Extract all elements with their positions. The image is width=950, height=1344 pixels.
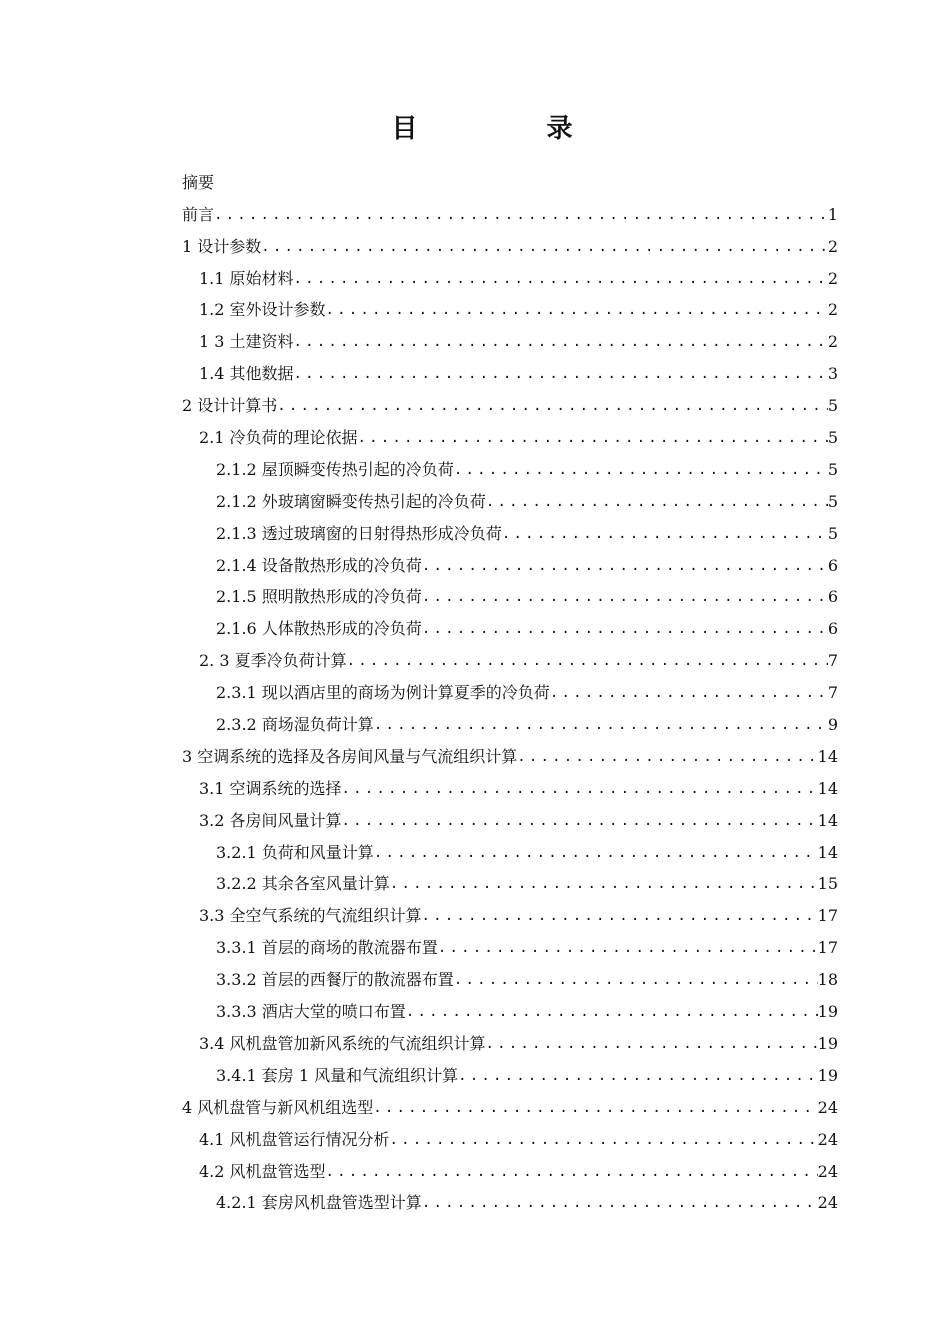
toc-page-number: 6 <box>827 555 838 575</box>
toc-page-number: 6 <box>827 587 838 607</box>
toc-entry-text: 3 空调系统的选择及各房间风量与气流组织计算 <box>182 746 518 766</box>
toc-leader-dots <box>358 428 828 450</box>
toc-page-number: 24 <box>817 1161 838 1181</box>
toc-leader-dots <box>502 524 828 546</box>
toc-leader-dots <box>422 587 828 609</box>
toc-page-number: 7 <box>827 683 838 703</box>
toc-page-number: 24 <box>817 1193 838 1213</box>
toc-entry-text: 3.3.3 酒店大堂的喷口布置 <box>216 1002 406 1022</box>
toc-entry[interactable] <box>182 195 838 227</box>
toc-entry-text: 3.1 空调系统的选择 <box>199 778 342 798</box>
toc-entry[interactable] <box>182 1152 838 1184</box>
toc-entry[interactable] <box>182 1184 838 1216</box>
toc-leader-dots <box>347 651 828 673</box>
toc-leader-dots <box>326 1162 818 1184</box>
toc-page-number: 14 <box>817 842 838 862</box>
toc-entry[interactable] <box>182 609 838 641</box>
toc-leader-dots <box>550 683 828 705</box>
toc-page-number: 6 <box>827 619 838 639</box>
toc-entry-text: 2. 3 夏季冷负荷计算 <box>199 651 347 671</box>
toc-entry[interactable] <box>182 322 838 354</box>
toc-entry-text: 2.1 冷负荷的理论依据 <box>199 428 358 448</box>
toc-entry[interactable] <box>182 386 838 418</box>
toc-entry[interactable] <box>182 291 838 323</box>
toc-leader-dots <box>294 332 828 354</box>
toc-entry[interactable] <box>182 1120 838 1152</box>
toc-page-number: 18 <box>817 970 838 990</box>
toc-entry[interactable] <box>182 514 838 546</box>
toc-page-number: 14 <box>817 746 838 766</box>
toc-page-number: 5 <box>827 459 838 479</box>
toc-entry[interactable] <box>182 865 838 897</box>
toc-entry-text: 2.1.3 透过玻璃窗的日射得热形成冷负荷 <box>216 523 502 543</box>
toc-page-number: 19 <box>817 1065 838 1085</box>
toc-page-number: 2 <box>827 332 838 352</box>
toc-entry-text: 1.1 原始材料 <box>199 268 294 288</box>
toc-leader-dots <box>454 970 818 992</box>
toc-leader-dots <box>390 874 818 896</box>
toc-page-number: 5 <box>827 396 838 416</box>
toc-leader-dots <box>326 300 828 322</box>
toc-entry[interactable] <box>182 1088 838 1120</box>
toc-entry-text: 1 3 土建资料 <box>199 332 294 352</box>
toc-entry-text: 3.2 各房间风量计算 <box>199 810 342 830</box>
toc-page-number: 17 <box>817 938 838 958</box>
toc-entry[interactable] <box>182 578 838 610</box>
toc-page-number: 5 <box>827 523 838 543</box>
toc-leader-dots <box>294 364 828 386</box>
toc-entry-text: 2.1.4 设备散热形成的冷负荷 <box>216 555 422 575</box>
toc-leader-dots <box>294 269 828 291</box>
toc-leader-dots <box>390 1130 818 1152</box>
toc-entry[interactable] <box>182 705 838 737</box>
toc-leader-dots <box>406 1002 818 1024</box>
toc-entry[interactable] <box>182 673 838 705</box>
toc-leader-dots <box>214 205 828 227</box>
toc-entry-text: 3.3 全空气系统的气流组织计算 <box>199 906 422 926</box>
toc-entry[interactable] <box>182 418 838 450</box>
toc-entry-text: 摘要 <box>182 172 215 192</box>
toc-page-number: 3 <box>827 364 838 384</box>
toc-leader-dots <box>517 747 817 769</box>
toc-page-number: 14 <box>817 778 838 798</box>
toc-leader-dots <box>438 938 818 960</box>
toc-entry[interactable] <box>182 896 838 928</box>
toc-leader-dots <box>422 1193 818 1215</box>
toc-leader-dots <box>374 843 818 865</box>
toc-entry-text: 2.1.2 屋顶瞬变传热引起的冷负荷 <box>216 459 454 479</box>
toc-entry-text: 2.1.5 照明散热形成的冷负荷 <box>216 587 422 607</box>
toc-entry[interactable] <box>182 833 838 865</box>
toc-entry-text: 4.1 风机盘管运行情况分析 <box>199 1129 390 1149</box>
toc-entry-text: 3.4 风机盘管加新风系统的气流组织计算 <box>199 1033 486 1053</box>
toc-entry[interactable] <box>182 227 838 259</box>
toc-leader-dots <box>277 396 828 418</box>
toc-entry-text: 1 设计参数 <box>182 236 262 256</box>
toc-entry-text: 3.3.2 首层的西餐厅的散流器布置 <box>216 970 454 990</box>
toc-page-number: 17 <box>817 906 838 926</box>
toc-entry[interactable] <box>182 641 838 673</box>
toc-page-number: 1 <box>827 204 838 224</box>
toc-entry-text: 3.4.1 套房 1 风量和气流组织计算 <box>216 1065 459 1085</box>
toc-entry-text: 3.2.1 负荷和风量计算 <box>216 842 374 862</box>
toc-leader-dots <box>422 619 828 641</box>
toc-entry-text: 1.4 其他数据 <box>199 364 294 384</box>
toc-entry-text: 前言 <box>182 204 215 224</box>
toc-page-number: 2 <box>827 236 838 256</box>
toc-entry[interactable] <box>182 737 838 769</box>
toc-leader-dots <box>342 779 818 801</box>
toc-entry[interactable] <box>182 992 838 1024</box>
toc-entry[interactable] <box>182 1024 838 1056</box>
toc-page-number: 19 <box>817 1002 838 1022</box>
toc-leader-dots <box>374 715 828 737</box>
toc-leader-dots <box>422 906 818 928</box>
toc-leader-dots <box>373 1098 817 1120</box>
toc-entry[interactable] <box>182 482 838 514</box>
toc-entry[interactable] <box>182 450 838 482</box>
toc-entry[interactable] <box>182 354 838 386</box>
toc-entry-text: 2.3.2 商场湿负荷计算 <box>216 715 374 735</box>
toc-entry-text: 2.1.2 外玻璃窗瞬变传热引起的冷负荷 <box>216 491 486 511</box>
toc-entry[interactable] <box>182 801 838 833</box>
toc-page-number: 7 <box>827 651 838 671</box>
toc-page-number: 5 <box>827 428 838 448</box>
toc-entry[interactable] <box>182 259 838 291</box>
toc-entry[interactable] <box>182 928 838 960</box>
toc-page-number: 24 <box>817 1097 838 1117</box>
toc-page-number: 9 <box>827 715 838 735</box>
toc-entry-text: 4.2 风机盘管选型 <box>199 1161 326 1181</box>
toc-entry[interactable] <box>182 163 838 195</box>
toc-entry[interactable] <box>182 960 838 992</box>
toc-entry-text: 4.2.1 套房风机盘管选型计算 <box>216 1193 422 1213</box>
table-of-contents <box>182 163 838 1215</box>
toc-leader-dots <box>261 237 828 259</box>
toc-entry-text: 4 风机盘管与新风机组选型 <box>182 1097 374 1117</box>
toc-entry-text: 2 设计计算书 <box>182 396 278 416</box>
toc-leader-dots <box>454 460 828 482</box>
page-title: 目 录 <box>391 114 633 144</box>
toc-page-number: 5 <box>827 491 838 511</box>
toc-entry-text: 2.3.1 现以酒店里的商场为例计算夏季的冷负荷 <box>216 683 550 703</box>
toc-page-number: 14 <box>817 810 838 830</box>
toc-entry[interactable] <box>182 1056 838 1088</box>
toc-leader-dots <box>342 811 818 833</box>
toc-page-number: 24 <box>817 1129 838 1149</box>
toc-leader-dots <box>486 1034 818 1056</box>
toc-page-number: 19 <box>817 1033 838 1053</box>
toc-entry-text: 1.2 室外设计参数 <box>199 300 326 320</box>
toc-page-number: 15 <box>817 874 838 894</box>
toc-leader-dots <box>486 492 828 514</box>
toc-entry[interactable] <box>182 769 838 801</box>
toc-entry[interactable] <box>182 546 838 578</box>
toc-entry-text: 2.1.6 人体散热形成的冷负荷 <box>216 619 422 639</box>
toc-entry-text: 3.2.2 其余各室风量计算 <box>216 874 390 894</box>
toc-page-number: 2 <box>827 300 838 320</box>
toc-entry-text: 3.3.1 首层的商场的散流器布置 <box>216 938 438 958</box>
toc-page-number: 2 <box>827 268 838 288</box>
toc-leader-dots <box>422 556 828 578</box>
toc-leader-dots <box>458 1066 817 1088</box>
